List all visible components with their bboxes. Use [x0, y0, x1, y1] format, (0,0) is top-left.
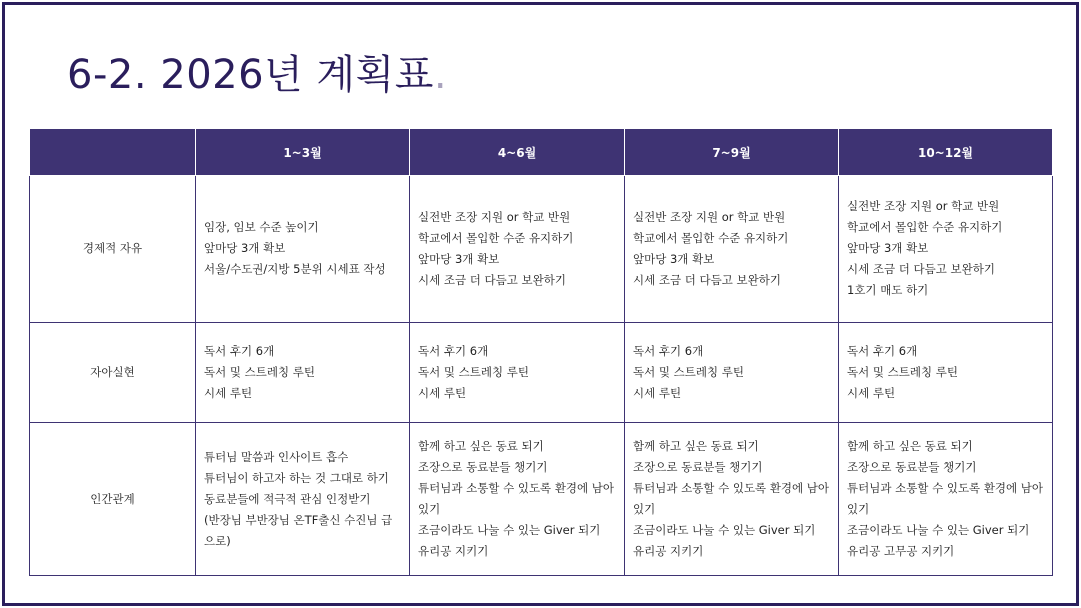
- cell-line: 함께 하고 싶은 동료 되기: [418, 439, 544, 454]
- cell-line: 독서 및 스트레칭 루틴: [633, 364, 744, 379]
- cell-line: 실전반 조장 지원 or 학교 반원: [633, 209, 786, 224]
- cell-line: 독서 및 스트레칭 루틴: [418, 364, 529, 379]
- cell-line: 독서 후기 6개: [847, 343, 918, 358]
- cell-line: 조장으로 동료분들 챙기기: [418, 460, 548, 475]
- table-cell: [196, 423, 410, 576]
- cell-line: 튜터님 말씀과 인사이트 흡수: [204, 449, 349, 464]
- table-cell: [196, 176, 410, 323]
- title-dot: .: [433, 52, 448, 98]
- cell-line: 서울/수도권/지방 5분위 시세표 작성: [204, 262, 386, 277]
- table-row: [30, 322, 1053, 423]
- table-cell: [625, 176, 839, 323]
- cell-line: 튜터님이 하고자 하는 것 그대로 하기: [204, 470, 389, 485]
- cell-line: 앞마당 3개 확보: [847, 241, 929, 256]
- column-header: 4~6월: [410, 129, 625, 176]
- row-label: 자아실현: [30, 322, 196, 423]
- table-cell: [839, 423, 1053, 576]
- cell-line: 조장으로 동료분들 챙기기: [847, 460, 977, 475]
- cell-line: 시세 루틴: [633, 385, 682, 400]
- table-cell: [410, 176, 625, 323]
- cell-line: 조장으로 동료분들 챙기기: [633, 460, 763, 475]
- cell-line: 시세 루틴: [847, 385, 896, 400]
- table-cell: [839, 176, 1053, 323]
- cell-line: 앞마당 3개 확보: [418, 251, 500, 266]
- cell-line: 독서 및 스트레칭 루틴: [847, 364, 958, 379]
- cell-line: 학교에서 몰입한 수준 유지하기: [847, 220, 1003, 235]
- cell-line: (반장님 부반장님 온TF출신 수진님 급으로): [204, 512, 393, 548]
- column-header: 7~9월: [625, 129, 839, 176]
- cell-line: 동료분들에 적극적 관심 인정받기: [204, 491, 371, 506]
- cell-line: 시세 루틴: [418, 385, 467, 400]
- row-label: 경제적 자유: [30, 176, 196, 323]
- cell-line: 튜터님과 소통할 수 있도록 환경에 남아 있기: [633, 481, 830, 517]
- cell-line: 시세 조금 더 다듬고 보완하기: [847, 262, 995, 277]
- cell-line: 함께 하고 싶은 동료 되기: [847, 439, 973, 454]
- cell-line: 유리공 지키기: [418, 544, 489, 559]
- cell-line: 독서 후기 6개: [204, 343, 275, 358]
- cell-line: 시세 루틴: [204, 385, 253, 400]
- cell-line: 튜터님과 소통할 수 있도록 환경에 남아 있기: [418, 481, 615, 517]
- page-title-text: 6-2. 2026년 계획표: [67, 52, 434, 98]
- table-row: [30, 176, 1053, 323]
- table-cell: [196, 322, 410, 423]
- table-cell: [625, 423, 839, 576]
- cell-line: 시세 조금 더 다듬고 보완하기: [633, 272, 781, 287]
- cell-line: 유리공 고무공 지키기: [847, 544, 955, 559]
- cell-line: 조금이라도 나눌 수 있는 Giver 되기: [847, 523, 1030, 538]
- slide: [2, 2, 1079, 606]
- cell-line: 임장, 임보 수준 높이기: [204, 220, 319, 235]
- cell-line: 독서 후기 6개: [633, 343, 704, 358]
- plan-table: [29, 128, 1053, 576]
- page-title: [67, 43, 447, 100]
- cell-line: 조금이라도 나눌 수 있는 Giver 되기: [633, 523, 816, 538]
- table-row: [30, 423, 1053, 576]
- table-header-row: [30, 129, 1053, 176]
- cell-line: 학교에서 몰입한 수준 유지하기: [418, 230, 574, 245]
- cell-line: 함께 하고 싶은 동료 되기: [633, 439, 759, 454]
- cell-line: 독서 후기 6개: [418, 343, 489, 358]
- column-header: 10~12월: [839, 129, 1053, 176]
- table-cell: [625, 322, 839, 423]
- cell-line: 튜터님과 소통할 수 있도록 환경에 남아 있기: [847, 481, 1044, 517]
- column-header: 1~3월: [196, 129, 410, 176]
- cell-line: 유리공 지키기: [633, 544, 704, 559]
- table-cell: [839, 322, 1053, 423]
- cell-line: 독서 및 스트레칭 루틴: [204, 364, 315, 379]
- cell-line: 학교에서 몰입한 수준 유지하기: [633, 230, 789, 245]
- cell-line: 앞마당 3개 확보: [633, 251, 715, 266]
- row-label: 인간관계: [30, 423, 196, 576]
- cell-line: 1호기 매도 하기: [847, 283, 929, 298]
- cell-line: 실전반 조장 지원 or 학교 반원: [418, 209, 571, 224]
- cell-line: 실전반 조장 지원 or 학교 반원: [847, 199, 1000, 214]
- table-cell: [410, 322, 625, 423]
- cell-line: 조금이라도 나눌 수 있는 Giver 되기: [418, 523, 601, 538]
- table-header-corner: [30, 129, 196, 176]
- cell-line: 앞마당 3개 확보: [204, 241, 286, 256]
- table-cell: [410, 423, 625, 576]
- cell-line: 시세 조금 더 다듬고 보완하기: [418, 272, 566, 287]
